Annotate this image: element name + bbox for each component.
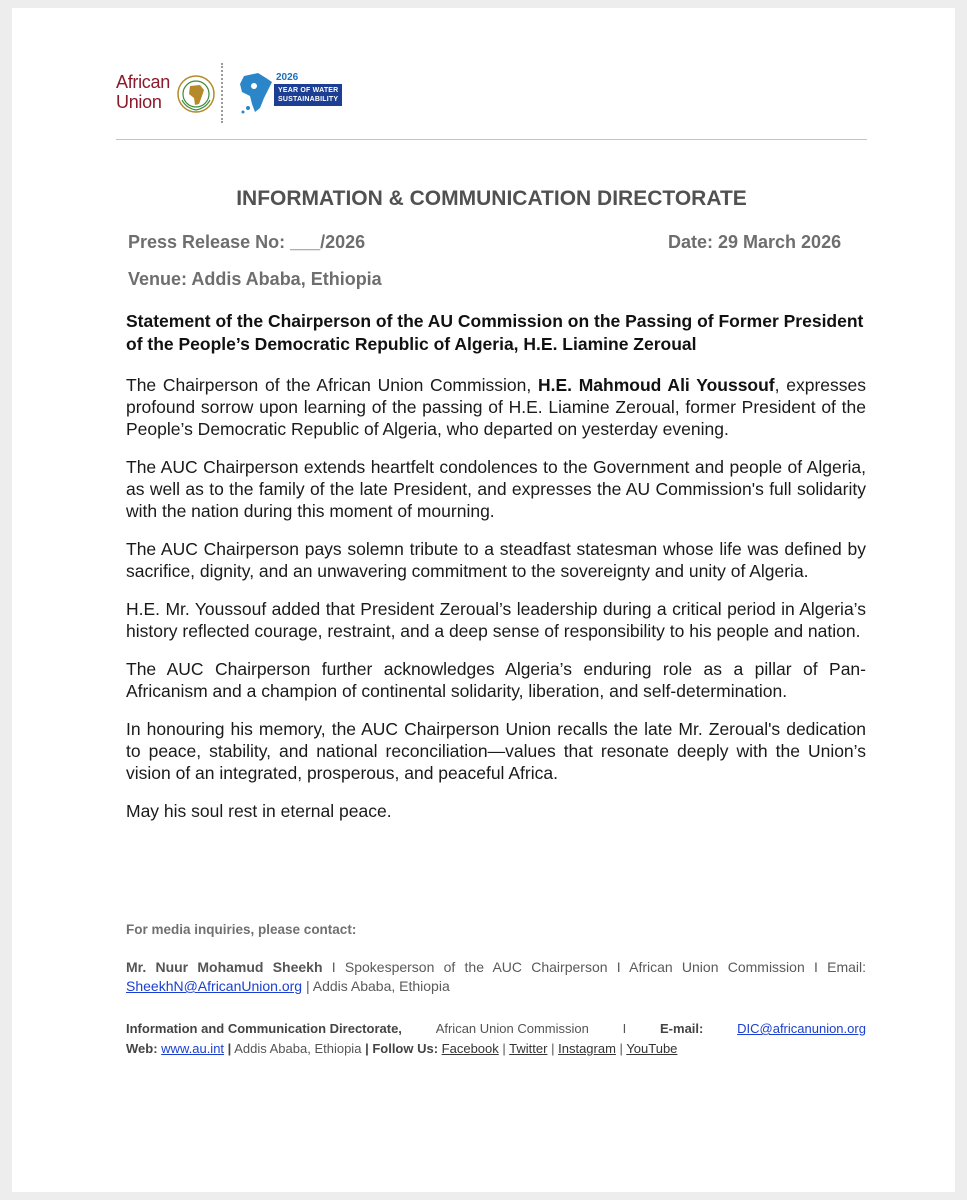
footer-bar: | [619, 1041, 623, 1056]
footer-bar: | [227, 1041, 232, 1056]
au-emblem-icon [176, 74, 216, 114]
directorate-heading: INFORMATION & COMMUNICATION DIRECTORATE [236, 187, 747, 210]
paragraph-7: May his soul rest in eternal peace. [126, 801, 392, 821]
youtube-link[interactable]: YouTube [626, 1041, 678, 1056]
au-logo-word-union: Union [116, 92, 162, 112]
footer-commission: African Union Commission [435, 1021, 589, 1036]
instagram-link[interactable]: Instagram [558, 1041, 616, 1056]
african-union-logo [116, 68, 226, 124]
footer-web-label: Web: [126, 1041, 158, 1056]
contact-email-link[interactable]: SheekhN@AfricanUnion.org [126, 978, 303, 994]
header-divider [116, 139, 867, 140]
footer-email-link[interactable]: DIC@africanunion.org [737, 1021, 866, 1036]
contact-location: | Addis Ababa, Ethiopia [302, 978, 450, 994]
press-release-number: Press Release No: ___/2026 [128, 232, 366, 252]
paragraph-6: In honouring his memory, the AUC Chairperson Union recalls the late Mr. Zeroual's dedication to peace, stability, and national reconciliation—values that resonate deeply with the Union’s vision of an integrated, prosperous, and peaceful Africa. [126, 719, 866, 783]
p1-text-a: The Chairperson of the African Union Commission, [126, 375, 538, 395]
footer [126, 1019, 866, 1059]
contact-role: I Spokesperson of the AUC Chairperson I African Union Commission I Email: [322, 959, 867, 975]
au-logo-word-african: African [116, 72, 170, 92]
footer-email-label: E-mail: [660, 1021, 704, 1036]
paragraph-1 [126, 374, 866, 440]
paragraph-3: The AUC Chairperson pays solemn tribute to a steadfast statesman whose life was defined by sacrifice, dignity, and an unwavering commitment to the sovereignty and unity of Algeria. [126, 539, 866, 581]
statement-body [126, 374, 866, 838]
footer-follow-label: Follow Us: [372, 1041, 439, 1056]
paragraph-4: H.E. Mr. Youssouf added that President Zeroual’s leadership during a critical period in Algeria’s history reflected courage, restraint, and a deep sense of responsibility to his people and nation. [126, 599, 866, 641]
chairperson-name: H.E. Mahmoud Ali Youssouf [537, 375, 775, 395]
release-date: Date: 29 March 2026 [668, 232, 842, 252]
contact-name: Mr. Nuur Mohamud Sheekh [126, 959, 323, 975]
paragraph-2: The AUC Chairperson extends heartfelt condolences to the Government and people of Algeria, as well as to the family of the late President, and expresses the AU Commission's full solidarity with the nation during this moment of mourning. [126, 457, 866, 521]
footer-bar: | [365, 1041, 369, 1056]
footer-location: Addis Ababa, Ethiopia [234, 1041, 362, 1056]
facebook-link[interactable]: Facebook [441, 1041, 499, 1056]
paragraph-5: The AUC Chairperson further acknowledges Algeria’s enduring role as a pillar of Pan-Africanism and a champion of continental solidarity, liberation, and self-determination. [126, 659, 866, 701]
logo-separator [221, 63, 223, 123]
twitter-link[interactable]: Twitter [509, 1041, 548, 1056]
footer-line-2 [126, 1039, 866, 1059]
footer-line-1 [126, 1019, 866, 1039]
water-logo-band [274, 84, 342, 106]
venue: Venue: Addis Ababa, Ethiopia [128, 269, 382, 289]
water-logo-line1: YEAR OF WATER [278, 87, 339, 94]
footer-bar: | [502, 1041, 506, 1056]
footer-bar: | [551, 1041, 555, 1056]
media-contact-heading: For media inquiries, please contact: [126, 922, 357, 937]
water-logo-line2: SUSTAINABILITY [278, 96, 339, 103]
year-of-water-logo [234, 66, 364, 122]
p1-text-b: , expresses profound sorrow upon learning of the passing of H.E. Liamine Zeroual, former President of the People’s Democratic Republic of Algeria, who departed on yesterday evening. [126, 375, 866, 439]
press-release-page [12, 8, 955, 1192]
media-contact [126, 958, 866, 996]
statement-title: Statement of the Chairperson of the AU Commission on the Passing of Former President of the People’s Democratic Republic of Algeria, H.E. Liamine Zeroual [126, 311, 864, 354]
footer-directorate: Information and Communication Directorate, [126, 1021, 402, 1036]
footer-web-link[interactable]: www.au.int [161, 1041, 225, 1056]
africa-water-map-icon [234, 68, 278, 118]
water-logo-year: 2026 [276, 72, 299, 83]
footer-separator: I [622, 1021, 627, 1036]
